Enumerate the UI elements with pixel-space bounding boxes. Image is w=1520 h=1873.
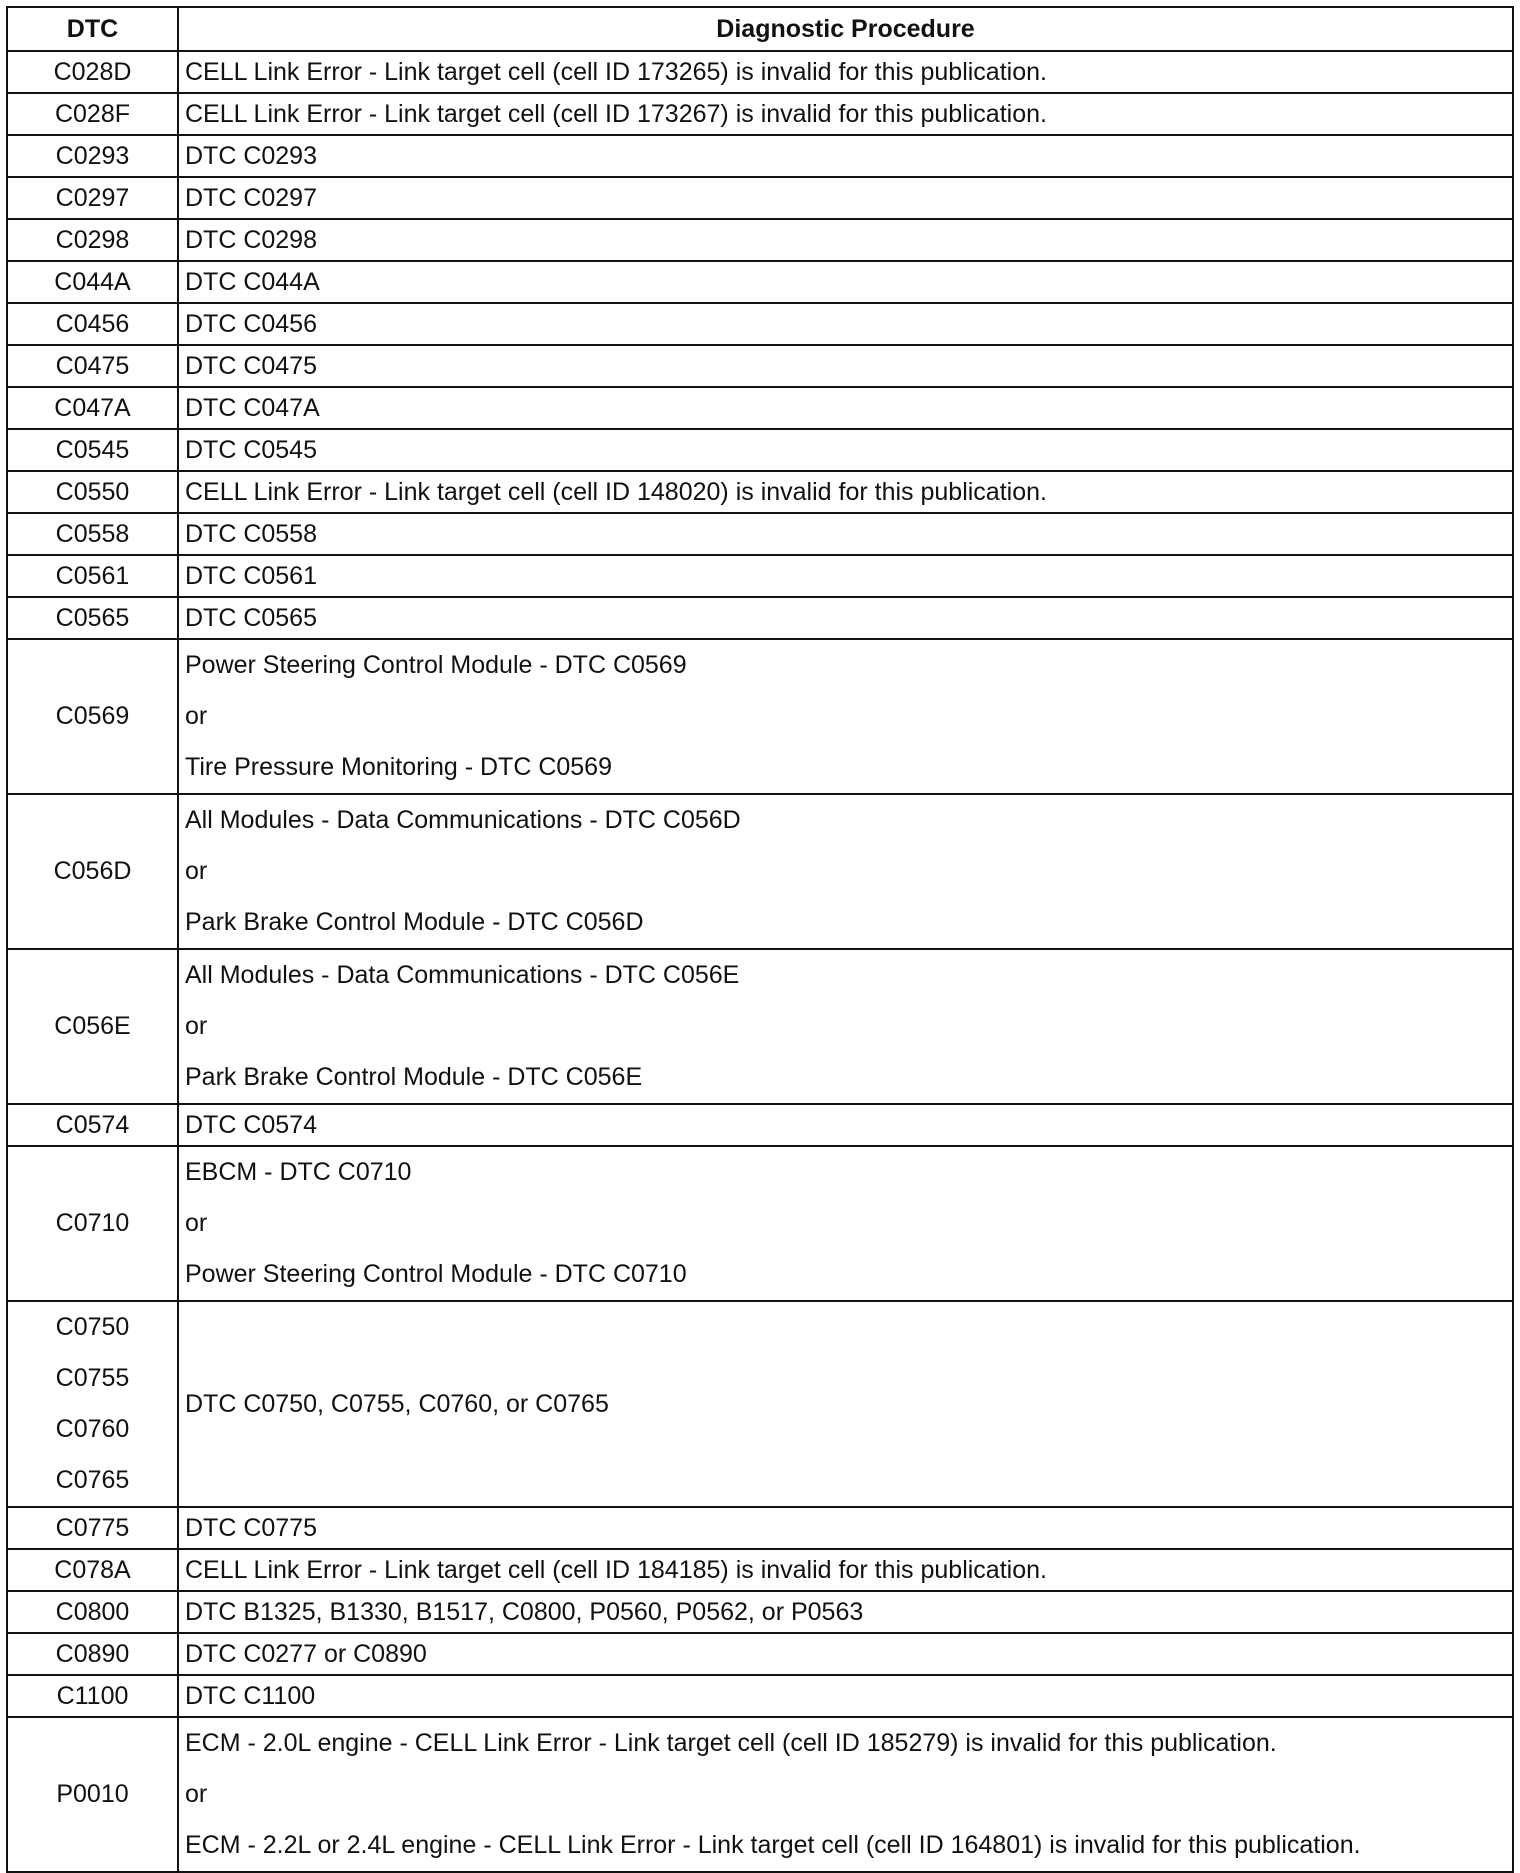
diagnostic-procedure-cell xyxy=(178,1104,1513,1146)
diagnostic-procedure-cell xyxy=(178,471,1513,513)
diagnostic-procedure-text: Tire Pressure Monitoring - DTC C0569 xyxy=(185,753,612,781)
dtc-code: C044A xyxy=(54,268,131,296)
dtc-code: C0565 xyxy=(55,604,130,632)
table-row xyxy=(7,513,1513,555)
table-row xyxy=(7,1549,1513,1591)
diagnostic-procedure-cell xyxy=(178,597,1513,639)
table-row xyxy=(7,219,1513,261)
diagnostic-procedure-cell xyxy=(178,1301,1513,1507)
diagnostic-procedure-text: or xyxy=(185,702,208,730)
dtc-code-cell xyxy=(7,1633,178,1675)
dtc-code: C056E xyxy=(54,1012,131,1040)
diagnostic-procedure-cell xyxy=(178,345,1513,387)
diagnostic-procedure-cell xyxy=(178,1633,1513,1675)
diagnostic-procedure-text: CELL Link Error - Link target cell (cell ID 173267) is invalid for this publication. xyxy=(185,100,1047,128)
dtc-code-cell xyxy=(7,471,178,513)
table-row xyxy=(7,1591,1513,1633)
table-row xyxy=(7,345,1513,387)
dtc-code-cell xyxy=(7,794,178,949)
table-row xyxy=(7,1633,1513,1675)
diagnostic-procedure-text: or xyxy=(185,1780,208,1808)
table-row xyxy=(7,303,1513,345)
table-row xyxy=(7,1146,1513,1301)
diagnostic-procedure-text: CELL Link Error - Link target cell (cell ID 148020) is invalid for this publication. xyxy=(185,478,1047,506)
table-body xyxy=(7,51,1513,1872)
dtc-code: C047A xyxy=(54,394,131,422)
table-row xyxy=(7,387,1513,429)
dtc-code: C0558 xyxy=(55,520,130,548)
diagnostic-procedure-text: DTC C047A xyxy=(185,394,320,422)
table-row xyxy=(7,429,1513,471)
dtc-code: C0750 xyxy=(55,1313,130,1341)
dtc-code-cell xyxy=(7,177,178,219)
dtc-code: C056D xyxy=(53,857,132,885)
diagnostic-procedure-cell xyxy=(178,1549,1513,1591)
diagnostic-procedure-text: ECM - 2.0L engine - CELL Link Error - Link target cell (cell ID 185279) is invalid for this publication. xyxy=(185,1729,1277,1757)
dtc-code-cell xyxy=(7,51,178,93)
table-row xyxy=(7,177,1513,219)
diagnostic-procedure-text: DTC C0565 xyxy=(185,604,317,632)
dtc-code-cell xyxy=(7,1146,178,1301)
table-row xyxy=(7,1507,1513,1549)
diagnostic-procedure-text: DTC C0456 xyxy=(185,310,317,338)
dtc-code: C0298 xyxy=(55,226,130,254)
diagnostic-procedure-text: DTC C0298 xyxy=(185,226,317,254)
diagnostic-procedure-text: DTC C0277 or C0890 xyxy=(185,1640,427,1668)
table-row xyxy=(7,261,1513,303)
diagnostic-procedure-cell xyxy=(178,303,1513,345)
dtc-code: C0890 xyxy=(55,1640,130,1668)
dtc-code: C0550 xyxy=(55,478,130,506)
dtc-code-cell xyxy=(7,93,178,135)
table-row xyxy=(7,949,1513,1104)
dtc-code: C0775 xyxy=(55,1514,130,1542)
diagnostic-procedure-text: Power Steering Control Module - DTC C0710 xyxy=(185,1260,687,1288)
dtc-code: C0569 xyxy=(55,702,130,730)
diagnostic-procedure-cell xyxy=(178,219,1513,261)
dtc-code-cell xyxy=(7,387,178,429)
diagnostic-procedure-cell xyxy=(178,1507,1513,1549)
table-row xyxy=(7,1104,1513,1146)
dtc-code-cell xyxy=(7,261,178,303)
dtc-code: C028F xyxy=(54,100,131,128)
dtc-code-cell xyxy=(7,219,178,261)
dtc-code: C0765 xyxy=(55,1466,130,1494)
diagnostic-procedure-text: DTC C0545 xyxy=(185,436,317,464)
diagnostic-procedure-text: EBCM - DTC C0710 xyxy=(185,1158,412,1186)
diagnostic-procedure-text: ECM - 2.2L or 2.4L engine - CELL Link Error - Link target cell (cell ID 164801) is invalid for this publication. xyxy=(185,1831,1361,1859)
diagnostic-procedure-text: DTC C0558 xyxy=(185,520,317,548)
dtc-code-cell xyxy=(7,1591,178,1633)
dtc-code: C0297 xyxy=(55,184,130,212)
dtc-code-cell xyxy=(7,1549,178,1591)
table-row xyxy=(7,794,1513,949)
diagnostic-procedure-text: or xyxy=(185,1012,208,1040)
dtc-code: C028D xyxy=(53,58,132,86)
diagnostic-procedure-cell xyxy=(178,51,1513,93)
dtc-code: C1100 xyxy=(56,1682,129,1710)
dtc-code-cell xyxy=(7,555,178,597)
dtc-code-cell xyxy=(7,949,178,1104)
diagnostic-procedure-text: DTC C044A xyxy=(185,268,320,296)
dtc-table xyxy=(6,6,1514,1873)
dtc-code-cell xyxy=(7,1717,178,1872)
dtc-code-cell xyxy=(7,513,178,555)
dtc-code: C0561 xyxy=(55,562,130,590)
dtc-code: P0010 xyxy=(56,1780,129,1808)
diagnostic-procedure-text: Power Steering Control Module - DTC C0569 xyxy=(185,651,687,679)
diagnostic-procedure-cell xyxy=(178,429,1513,471)
dtc-code: C0800 xyxy=(55,1598,130,1626)
dtc-code: C0574 xyxy=(55,1111,130,1139)
diagnostic-procedure-text: DTC C0775 xyxy=(185,1514,317,1542)
table-row xyxy=(7,1675,1513,1717)
dtc-code: C0755 xyxy=(55,1364,130,1392)
dtc-code: C0293 xyxy=(55,142,130,170)
diagnostic-procedure-text: DTC C0574 xyxy=(185,1111,317,1139)
dtc-code: C078A xyxy=(54,1556,131,1584)
dtc-code-cell xyxy=(7,1507,178,1549)
diagnostic-procedure-text: Park Brake Control Module - DTC C056E xyxy=(185,1063,643,1091)
diagnostic-procedure-cell xyxy=(178,555,1513,597)
diagnostic-procedure-cell xyxy=(178,177,1513,219)
diagnostic-procedure-cell xyxy=(178,949,1513,1104)
dtc-code: C0710 xyxy=(55,1209,130,1237)
dtc-code-cell xyxy=(7,1675,178,1717)
table-row xyxy=(7,639,1513,794)
diagnostic-procedure-text: All Modules - Data Communications - DTC C056E xyxy=(185,961,740,989)
diagnostic-procedure-text: CELL Link Error - Link target cell (cell ID 184185) is invalid for this publication. xyxy=(185,1556,1047,1584)
diagnostic-procedure-cell xyxy=(178,1675,1513,1717)
dtc-table-wrapper xyxy=(6,6,1512,1873)
diagnostic-procedure-text: DTC B1325, B1330, B1517, C0800, P0560, P0562, or P0563 xyxy=(185,1598,864,1626)
diagnostic-procedure-text: Park Brake Control Module - DTC C056D xyxy=(185,908,644,936)
table-header-row xyxy=(7,7,1513,51)
diagnostic-procedure-cell xyxy=(178,387,1513,429)
dtc-code-cell xyxy=(7,303,178,345)
diagnostic-procedure-cell xyxy=(178,135,1513,177)
table-row xyxy=(7,597,1513,639)
diagnostic-procedure-cell xyxy=(178,261,1513,303)
dtc-code-cell xyxy=(7,1301,178,1507)
header-diagnostic-procedure: Diagnostic Procedure xyxy=(178,7,1513,51)
dtc-code: C0475 xyxy=(55,352,130,380)
dtc-code-cell xyxy=(7,429,178,471)
diagnostic-procedure-text: or xyxy=(185,1209,208,1237)
diagnostic-procedure-text: DTC C0561 xyxy=(185,562,317,590)
diagnostic-procedure-text: DTC C0297 xyxy=(185,184,317,212)
table-row xyxy=(7,93,1513,135)
diagnostic-procedure-cell xyxy=(178,1591,1513,1633)
table-row xyxy=(7,555,1513,597)
diagnostic-procedure-cell xyxy=(178,93,1513,135)
dtc-code-cell xyxy=(7,597,178,639)
dtc-code-cell xyxy=(7,345,178,387)
table-row xyxy=(7,471,1513,513)
table-row xyxy=(7,1717,1513,1872)
header-dtc: DTC xyxy=(7,7,178,51)
diagnostic-procedure-cell xyxy=(178,513,1513,555)
diagnostic-procedure-text: DTC C0475 xyxy=(185,352,317,380)
diagnostic-procedure-cell xyxy=(178,794,1513,949)
diagnostic-procedure-text: DTC C0293 xyxy=(185,142,317,170)
diagnostic-procedure-cell xyxy=(178,1717,1513,1872)
diagnostic-procedure-cell xyxy=(178,1146,1513,1301)
diagnostic-procedure-text: DTC C0750, C0755, C0760, or C0765 xyxy=(185,1389,609,1418)
diagnostic-procedure-text: CELL Link Error - Link target cell (cell ID 173265) is invalid for this publication. xyxy=(185,58,1047,86)
table-row xyxy=(7,135,1513,177)
diagnostic-procedure-text: All Modules - Data Communications - DTC C056D xyxy=(185,806,741,834)
diagnostic-procedure-text: DTC C1100 xyxy=(185,1682,316,1710)
table-row xyxy=(7,51,1513,93)
dtc-code: C0456 xyxy=(55,310,130,338)
dtc-code-cell xyxy=(7,1104,178,1146)
dtc-code: C0545 xyxy=(55,436,130,464)
diagnostic-procedure-text: or xyxy=(185,857,208,885)
table-row xyxy=(7,1301,1513,1507)
dtc-code: C0760 xyxy=(55,1415,130,1443)
diagnostic-procedure-cell xyxy=(178,639,1513,794)
dtc-code-cell xyxy=(7,639,178,794)
dtc-code-cell xyxy=(7,135,178,177)
